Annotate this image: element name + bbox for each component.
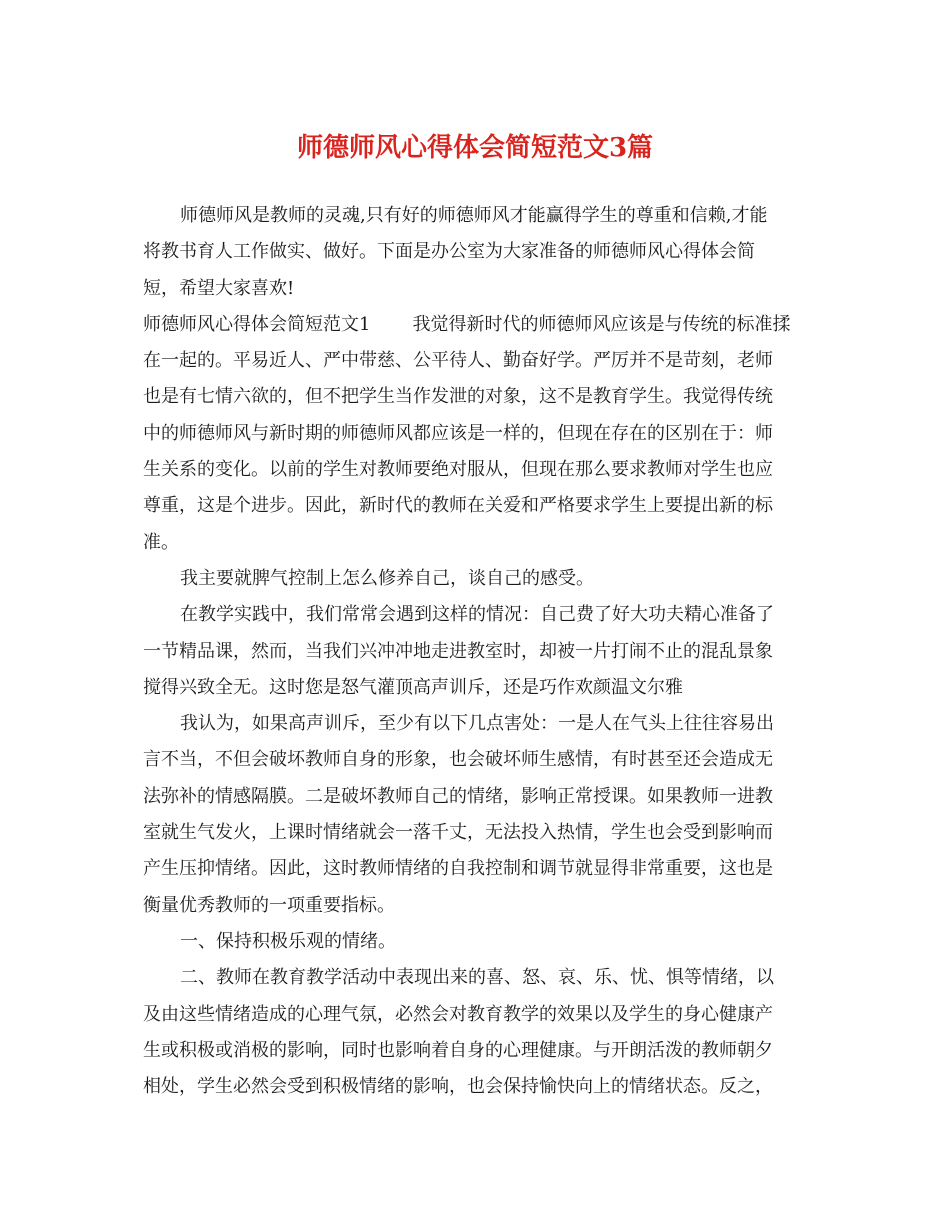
text-line — [143, 1033, 810, 1069]
line-text: 中的师德师风与新时期的师德师风都应该是一样的，但现在存在的区别在于：师 — [143, 422, 773, 444]
line-text: 我主要就脾气控制上怎么修养自己，谈自己的感受。 — [180, 567, 594, 589]
line-text: 在一起的。平易近人、严中带慈、公平待人、勤奋好学。严厉并不是苛刻，老师 — [143, 350, 773, 372]
document-body — [143, 198, 810, 1105]
line-text: 产生压抑情绪。因此，这时教师情绪的自我控制和调节就显得非常重要，这也是 — [143, 858, 773, 880]
section-heading: 师德师风心得体会简短范文1 — [143, 313, 371, 335]
line-text: 我觉得新时代的师德师风应该是与传统的标准揉 — [412, 313, 791, 335]
line-text: 生或积极或消极的影响，同时也影响着自身的心理健康。与开朗活泼的教师朝夕 — [143, 1039, 773, 1061]
text-line — [143, 997, 810, 1033]
line-text: 在教学实践中，我们常常会遇到这样的情况：自己费了好大功夫精心准备了 — [180, 604, 774, 626]
line-text: 我认为，如果高声训斥，至少有以下几点害处：一是人在气头上往往容易出 — [180, 713, 774, 735]
text-line — [143, 1069, 810, 1105]
line-text: 也是有七情六欲的，但不把学生当作发泄的对象，这不是教育学生。我觉得传统 — [143, 386, 773, 408]
text-line — [143, 670, 810, 706]
text-line — [143, 271, 810, 307]
text-line — [143, 779, 810, 815]
line-text: 生关系的变化。以前的学生对教师要绝对服从，但现在那么要求教师对学生也应 — [143, 459, 773, 481]
line-text: 一、保持积极乐观的情绪。 — [180, 930, 396, 952]
text-line — [143, 343, 810, 379]
text-line — [143, 742, 810, 778]
text-line — [143, 452, 810, 488]
line-text: 言不当，不但会破坏教师自身的形象，也会破坏师生感情，有时甚至还会造成无 — [143, 749, 773, 771]
line-text: 相处，学生必然会受到积极情绪的影响，也会保持愉快向上的情绪状态。反之， — [143, 1076, 773, 1098]
line-text: 一节精品课，然而，当我们兴冲冲地走进教室时，却被一片打闹不止的混乱景象 — [143, 640, 773, 662]
text-line — [143, 851, 810, 887]
text-line — [143, 198, 810, 234]
text-line — [143, 416, 810, 452]
text-line — [143, 488, 810, 524]
text-line — [143, 960, 810, 996]
line-text: 搅得兴致全无。这时您是怒气灌顶高声训斥，还是巧作欢颜温文尔雅 — [143, 676, 683, 698]
line-text: 短，希望大家喜欢! — [143, 277, 295, 299]
line-text: 室就生气发火，上课时情绪就会一落千丈，无法投入热情，学生也会受到影响而 — [143, 822, 773, 844]
document-title: 师德师风心得体会简短范文3篇 — [296, 133, 654, 163]
text-line — [143, 706, 810, 742]
line-text: 将教书育人工作做实、做好。下面是办公室为大家准备的师德师风心得体会简 — [143, 241, 755, 263]
text-line — [143, 307, 810, 343]
text-line — [143, 597, 810, 633]
text-line — [143, 561, 810, 597]
text-line — [143, 379, 810, 415]
text-line — [143, 815, 810, 851]
line-text: 及由这些情绪造成的心理气氛，必然会对教育教学的效果以及学生的身心健康产 — [143, 1003, 773, 1025]
text-line — [143, 888, 810, 924]
text-line — [143, 924, 810, 960]
line-text: 师德师风是教师的灵魂,只有好的师德师风才能赢得学生的尊重和信赖,才能 — [180, 205, 768, 226]
line-text: 二、教师在教育教学活动中表现出来的喜、怒、哀、乐、忧、惧等情绪，以 — [180, 967, 774, 989]
line-text: 尊重，这是个进步。因此，新时代的教师在关爱和严格要求学生上要提出新的标 — [143, 495, 773, 517]
line-text: 法弥补的情感隔膜。二是破坏教师自己的情绪，影响正常授课。如果教师一进教 — [143, 785, 773, 807]
line-text: 衡量优秀教师的一项重要指标。 — [143, 894, 395, 916]
text-line — [143, 525, 810, 561]
text-line — [143, 634, 810, 670]
line-text: 准。 — [143, 531, 179, 553]
text-line — [143, 234, 810, 270]
